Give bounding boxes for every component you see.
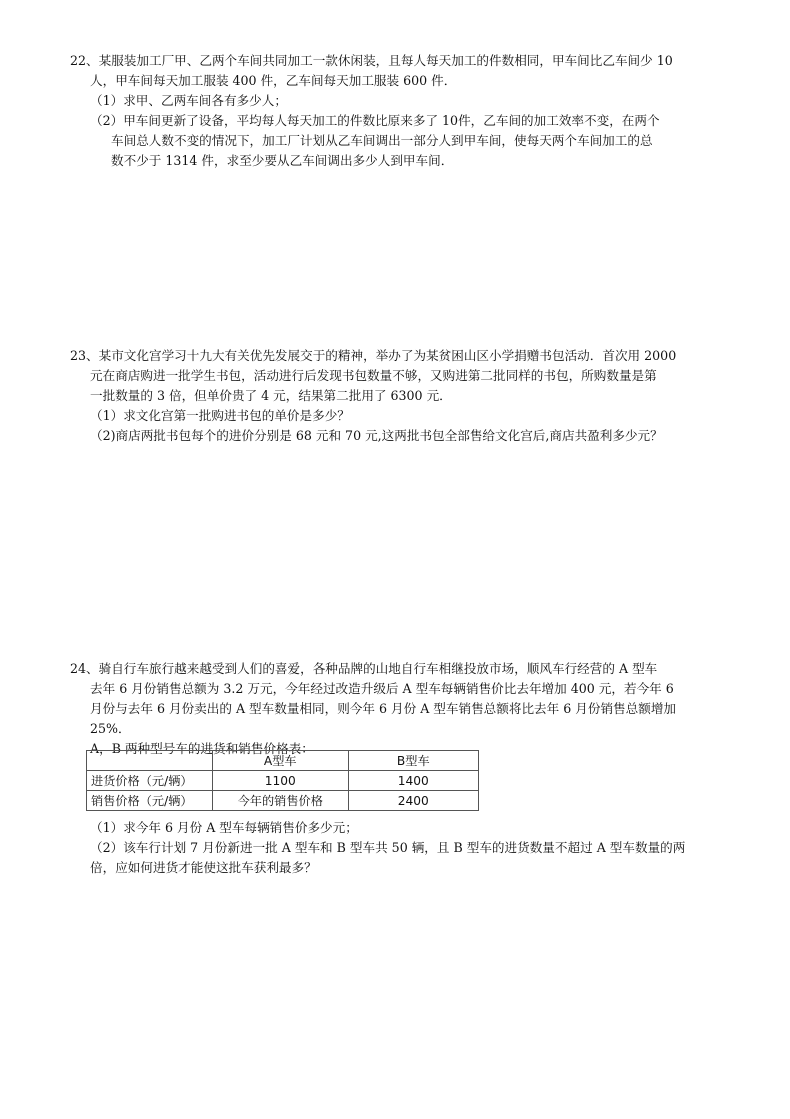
table-row-label: 销售价格（元/辆） [87,791,213,811]
table-row [87,771,479,791]
question-24-2: （2）该车行计划 7 月份新进一批 A 型车和 B 型车共 50 辆，且 B 型车的进货数量不超过 A 型车数量的两 [90,840,686,855]
question-23-1: （1）求文化宫第一批购进书包的单价是多少？ [90,408,350,423]
question-24-2-cont: 倍，应如何进货才能使这批车获利最多？ [90,860,317,875]
problem-22-line: 22、某服装加工厂甲、乙两个车间共同加工一款休闲装，且每人每天加工的件数相同，甲车间比乙车间少 10 [70,53,673,68]
table-row-label: 进货价格（元/辆） [87,771,213,791]
table-cell: 1400 [348,771,478,791]
problem-24-line: 月份与去年 6 月份卖出的 A 型车数量相同，则今年 6 月份 A 型车销售总额将比去年 6 月份销售总额增加 [90,701,677,716]
question-22-2-cont: 数不少于 1314 件，求至少要从乙车间调出多少人到甲车间． [111,153,454,168]
problem-24-line: 去年 6 月份销售总额为 3.2 万元，今年经过改造升级后 A 型车每辆销售价比去年增加 400 元，若今年 6 [90,681,674,696]
problem-23-line: 元在商店购进一批学生书包，活动进行后发现书包数量不够，又购进第二批同样的书包，所购数量是第 [90,368,657,383]
table-cell: 2400 [348,791,478,811]
question-22-2-cont: 车间总人数不变的情况下，加工厂计划从乙车间调出一部分人到甲车间，使每天两个车间加工的总 [111,133,653,148]
question-24-1: （1）求今年 6 月份 A 型车每辆销售价多少元； [90,820,358,835]
table-header-cell: B型车 [348,751,478,771]
table-row [87,791,479,811]
question-22-2: （2）甲车间更新了设备，平均每人每天加工的件数比原来多了 10件，乙车间的加工效率不变，在两个 [90,113,660,128]
problem-24-questions [70,818,728,878]
problem-24-line: 25%． [90,721,131,736]
table-header-cell: A型车 [212,751,348,771]
table-header-cell [87,751,213,771]
table-caption: A，B 两种型号车的进货和销售价格表： [90,741,314,756]
problem-22 [70,51,728,171]
question-23-2: （2)商店两批书包每个的进价分别是 68 元和 70 元,这两批书包全部售给文化宫后,商店共盈利多少元？ [90,428,663,443]
problem-23 [70,346,728,446]
problem-23-line: 一批数量的 3 倍，但单价贵了 4 元，结果第二批用了 6300 元． [90,388,452,403]
question-22-1: （1）求甲、乙两车间各有多少人； [90,93,287,108]
table-header-row [87,751,479,771]
table-cell: 今年的销售价格 [212,791,348,811]
problem-24-line: 24、骑自行车旅行越来越受到人们的喜爱，各种品牌的山地自行车相继投放市场，顺风车行经营的 A 型车 [70,661,658,676]
price-table [86,750,479,811]
problem-24 [70,659,728,759]
problem-23-line: 23、某市文化宫学习十九大有关优先发展交于的精神，举办了为某贫困山区小学捐赠书包活动．首次用 2000 [70,348,677,363]
table-cell: 1100 [212,771,348,791]
problem-22-line: 人，甲车间每天加工服装 400 件，乙车间每天加工服装 600 件． [90,73,457,88]
